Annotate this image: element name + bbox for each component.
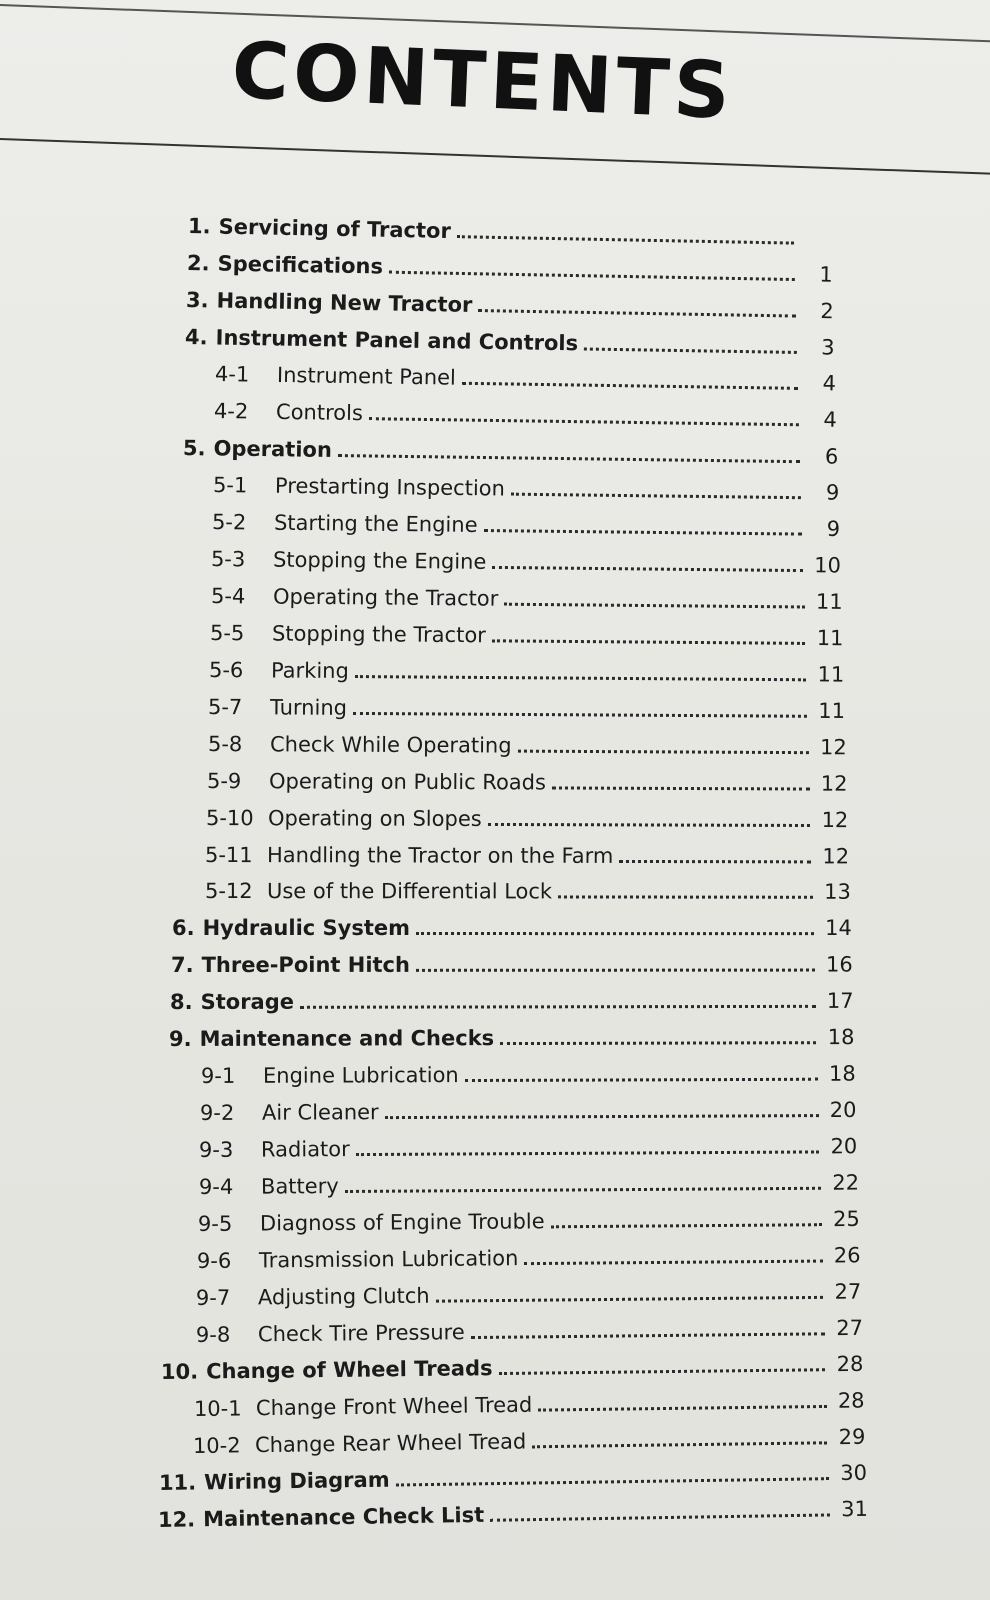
- toc-subsection-entry: [206, 806, 848, 836]
- toc-section-entry: [187, 251, 833, 291]
- toc-dot-leader: [457, 234, 794, 244]
- toc-entry-label: Handling New Tractor: [216, 288, 473, 317]
- toc-entry-label: Engine Lubrication: [262, 1063, 459, 1089]
- toc-entry-label: Servicing of Tractor: [218, 214, 452, 244]
- toc-page-number: 12: [819, 734, 847, 759]
- toc-page-number: 11: [816, 625, 844, 650]
- toc-dot-leader: [356, 1150, 820, 1157]
- toc-entry-label: Operating on Slopes: [268, 805, 482, 831]
- toc-entry-label: Turning: [270, 695, 348, 720]
- toc-entry-label: Handling the Tractor on the Farm: [267, 842, 614, 868]
- toc-dot-leader: [504, 601, 804, 608]
- toc-entry-number: 10-2: [193, 1433, 242, 1459]
- toc-subsection-entry: [196, 1280, 862, 1315]
- toc-entry-number: 4-2: [214, 398, 249, 424]
- toc-entry-number: 5-6: [209, 657, 244, 682]
- toc-page-number: 14: [824, 916, 852, 941]
- toc-entry-label: Radiator: [261, 1137, 351, 1162]
- toc-entry-label: Instrument Panel: [276, 362, 457, 390]
- toc-dot-leader: [385, 1113, 819, 1119]
- toc-entry-number: 8.: [169, 990, 193, 1015]
- toc-subsection-entry: [208, 732, 847, 763]
- toc-entry-label: Three-Point Hitch: [201, 953, 410, 978]
- toc-dot-leader: [416, 968, 815, 972]
- toc-entry-label: Air Cleaner: [262, 1100, 379, 1126]
- toc-page-number: 11: [815, 589, 843, 614]
- toc-subsection-entry: [198, 1207, 860, 1240]
- toc-dot-leader: [551, 1222, 822, 1228]
- toc-entry-number: 9-2: [200, 1101, 235, 1126]
- toc-entry-number: 6.: [171, 916, 195, 941]
- toc-page-number: 11: [818, 698, 846, 723]
- toc-entry-label: Stopping the Engine: [273, 547, 487, 574]
- toc-dot-leader: [465, 1077, 818, 1082]
- toc-page-number: 9: [825, 480, 840, 505]
- toc-dot-leader: [395, 1476, 828, 1486]
- toc-dot-leader: [517, 748, 808, 754]
- toc-entry-label: Change Front Wheel Tread: [256, 1392, 533, 1421]
- toc-entry-number: 1.: [187, 214, 211, 239]
- toc-page-number: 3: [821, 335, 836, 360]
- toc-entry-label: Battery: [260, 1174, 339, 1199]
- toc-section-entry: [161, 1352, 864, 1388]
- toc-dot-leader: [492, 638, 806, 645]
- toc-entry-number: 9-8: [195, 1322, 231, 1348]
- toc-entry-number: 5-5: [209, 620, 245, 645]
- toc-entry-label: Specifications: [217, 251, 384, 279]
- toc-entry-label: Operation: [213, 436, 332, 462]
- toc-subsection-entry: [210, 621, 844, 654]
- toc-entry-label: Transmission Lubrication: [259, 1246, 519, 1273]
- toc-dot-leader: [620, 858, 812, 862]
- toc-dot-leader: [338, 453, 800, 463]
- toc-page-number: 17: [826, 989, 854, 1014]
- toc-subsection-entry: [194, 1389, 865, 1426]
- toc-page-number: 31: [840, 1496, 869, 1522]
- page-title: CONTENTS: [230, 26, 736, 137]
- toc-entry-number: 5-3: [211, 546, 246, 572]
- toc-dot-leader: [493, 565, 804, 572]
- toc-page-number: 12: [822, 843, 850, 868]
- toc-entry-number: 5-4: [210, 583, 246, 609]
- toc-dot-leader: [488, 821, 811, 826]
- toc-entry-label: Operating the Tractor: [272, 584, 498, 611]
- toc-dot-leader: [344, 1186, 820, 1193]
- toc-page-number: 27: [835, 1316, 863, 1341]
- toc-page-number: 26: [833, 1243, 861, 1268]
- toc-entry-label: Controls: [276, 399, 364, 425]
- toc-dot-leader: [490, 1512, 830, 1521]
- toc-entry-number: 9.: [169, 1027, 192, 1052]
- toc-dot-leader: [500, 1041, 816, 1046]
- toc-page-number: 2: [820, 298, 835, 324]
- toc-subsection-entry: [205, 843, 849, 872]
- toc-dot-leader: [353, 711, 807, 718]
- toc-entry-number: 5-12: [204, 879, 253, 904]
- toc-entry-number: 10.: [161, 1359, 199, 1385]
- toc-entry-number: 11.: [158, 1470, 197, 1496]
- toc-subsection-entry: [210, 584, 842, 618]
- toc-entry-label: Prestarting Inspection: [274, 473, 505, 501]
- toc-subsection-entry: [207, 769, 848, 800]
- toc-section-entry: [158, 1497, 868, 1536]
- toc-subsection-entry: [201, 1062, 856, 1092]
- toc-entry-label: Instrument Panel and Controls: [215, 325, 579, 356]
- toc-section-entry: [171, 953, 853, 981]
- toc-dot-leader: [300, 1004, 816, 1009]
- toc-section-entry: [188, 214, 832, 254]
- toc-subsection-entry: [215, 362, 836, 399]
- toc-page-number: 28: [837, 1388, 865, 1413]
- toc-page-number: 9: [826, 516, 841, 541]
- toc-subsection-entry: [205, 879, 851, 908]
- toc-section-entry: [170, 989, 854, 1018]
- toc-dot-leader: [533, 1440, 828, 1448]
- toc-entry-number: 10-1: [194, 1396, 243, 1422]
- toc-entry-label: Parking: [271, 658, 350, 683]
- toc-entry-number: 9-4: [198, 1175, 234, 1200]
- toc-dot-leader: [552, 785, 810, 790]
- toc-entry-label: Change Rear Wheel Tread: [255, 1429, 527, 1458]
- toc-page-number: 13: [823, 880, 851, 905]
- toc-page-number: 25: [832, 1207, 860, 1232]
- toc-dot-leader: [525, 1259, 823, 1266]
- toc-dot-leader: [539, 1404, 827, 1412]
- toc-dot-leader: [511, 491, 801, 499]
- toc-dot-leader: [416, 931, 814, 935]
- toc-entry-label: Diagnoss of Engine Trouble: [259, 1209, 545, 1236]
- toc-entry-label: Operating on Public Roads: [268, 768, 546, 794]
- toc-page-number: 4: [822, 371, 837, 396]
- toc-entry-number: 5-1: [212, 472, 248, 498]
- toc-page-number: 4: [823, 407, 838, 432]
- toc-entry-number: 5-7: [208, 694, 243, 719]
- toc-dot-leader: [462, 381, 798, 390]
- toc-section-entry: [183, 436, 839, 473]
- toc-subsection-entry: [214, 399, 837, 436]
- toc-subsection-entry: [200, 1098, 857, 1129]
- toc-subsection-entry: [209, 658, 844, 691]
- toc-entry-label: Stopping the Tractor: [271, 621, 486, 647]
- toc-entry-label: Check While Operating: [269, 731, 512, 758]
- toc-page-number: [794, 245, 832, 246]
- toc-dot-leader: [470, 1331, 824, 1339]
- toc-entry-label: Use of the Differential Lock: [266, 879, 552, 904]
- toc-entry-number: 5-9: [206, 768, 242, 793]
- toc-page-number: 10: [814, 552, 842, 578]
- toc-page-number: 22: [831, 1170, 859, 1195]
- toc-entry-label: Hydraulic System: [202, 916, 410, 941]
- toc-dot-leader: [355, 674, 806, 681]
- toc-entry-number: 9-1: [200, 1064, 236, 1089]
- toc-section-entry: [169, 1025, 855, 1055]
- toc-entry-label: Change of Wheel Treads: [206, 1356, 494, 1384]
- toc-entry-number: 5-8: [207, 731, 242, 756]
- toc-entry-number: 9-3: [199, 1138, 234, 1163]
- toc-entry-number: 9-6: [197, 1248, 232, 1274]
- toc-subsection-entry: [196, 1316, 863, 1351]
- toc-entry-number: 5-10: [206, 805, 254, 830]
- toc-entry-label: Adjusting Clutch: [258, 1283, 431, 1310]
- toc-page-number: 12: [820, 771, 848, 796]
- toc-dot-leader: [479, 308, 796, 317]
- toc-page-number: 29: [838, 1424, 867, 1450]
- toc-subsection-entry: [213, 473, 840, 509]
- toc-subsection-entry: [199, 1134, 857, 1166]
- toc-page-number: 27: [834, 1279, 862, 1304]
- toc-page-number: 20: [830, 1134, 858, 1159]
- toc-entry-number: 5-11: [205, 842, 254, 867]
- toc-section-entry: [172, 916, 852, 944]
- toc-entry-number: 4.: [185, 324, 209, 350]
- toc-subsection-entry: [211, 547, 841, 581]
- toc-dot-leader: [389, 270, 795, 281]
- toc-subsection-entry: [212, 510, 840, 545]
- toc-page-number: 11: [817, 662, 845, 687]
- toc-page-number: 28: [836, 1351, 864, 1377]
- toc-page-number: 6: [824, 444, 839, 469]
- toc-dot-leader: [484, 528, 803, 536]
- toc-page-number: 16: [825, 952, 853, 977]
- toc-entry-label: Check Tire Pressure: [257, 1320, 465, 1347]
- toc-entry-number: 12.: [157, 1507, 196, 1532]
- toc-entry-label: Starting the Engine: [273, 510, 478, 537]
- toc-entry-number: 9-7: [196, 1285, 231, 1311]
- toc-subsection-entry: [193, 1425, 866, 1462]
- toc-page-number: 20: [829, 1098, 857, 1123]
- toc-dot-leader: [436, 1295, 824, 1303]
- toc-entry-number: 5-2: [211, 509, 247, 535]
- toc-subsection-entry: [197, 1243, 861, 1277]
- toc-entry-label: Maintenance and Checks: [199, 1026, 495, 1052]
- toc-dot-leader: [558, 895, 813, 899]
- toc-page-number: 18: [827, 1025, 855, 1050]
- toc-entry-number: 5.: [182, 435, 206, 461]
- toc-dot-leader: [369, 416, 799, 426]
- toc-dot-leader: [499, 1367, 826, 1375]
- toc-page-number: 18: [828, 1061, 856, 1087]
- toc-subsection-entry: [208, 695, 845, 727]
- toc-section-entry: [185, 325, 835, 364]
- toc-section-entry: [186, 288, 834, 327]
- toc-entry-label: Storage: [200, 990, 295, 1015]
- toc-page-number: 12: [821, 807, 849, 832]
- toc-entry-number: 7.: [170, 953, 194, 978]
- toc-entry-number: 3.: [186, 287, 210, 313]
- toc-entry-number: 4-1: [214, 361, 250, 387]
- toc-entry-number: 9-5: [197, 1211, 233, 1237]
- toc-entry-number: 2.: [186, 250, 210, 276]
- toc-entry-label: Maintenance Check List: [202, 1502, 485, 1532]
- toc-page-number: 30: [839, 1460, 868, 1486]
- toc-dot-leader: [584, 346, 797, 353]
- toc-section-entry: [159, 1461, 867, 1499]
- toc-subsection-entry: [199, 1171, 859, 1203]
- toc-entry-label: Wiring Diagram: [203, 1467, 390, 1495]
- toc-page-number: 1: [819, 262, 834, 287]
